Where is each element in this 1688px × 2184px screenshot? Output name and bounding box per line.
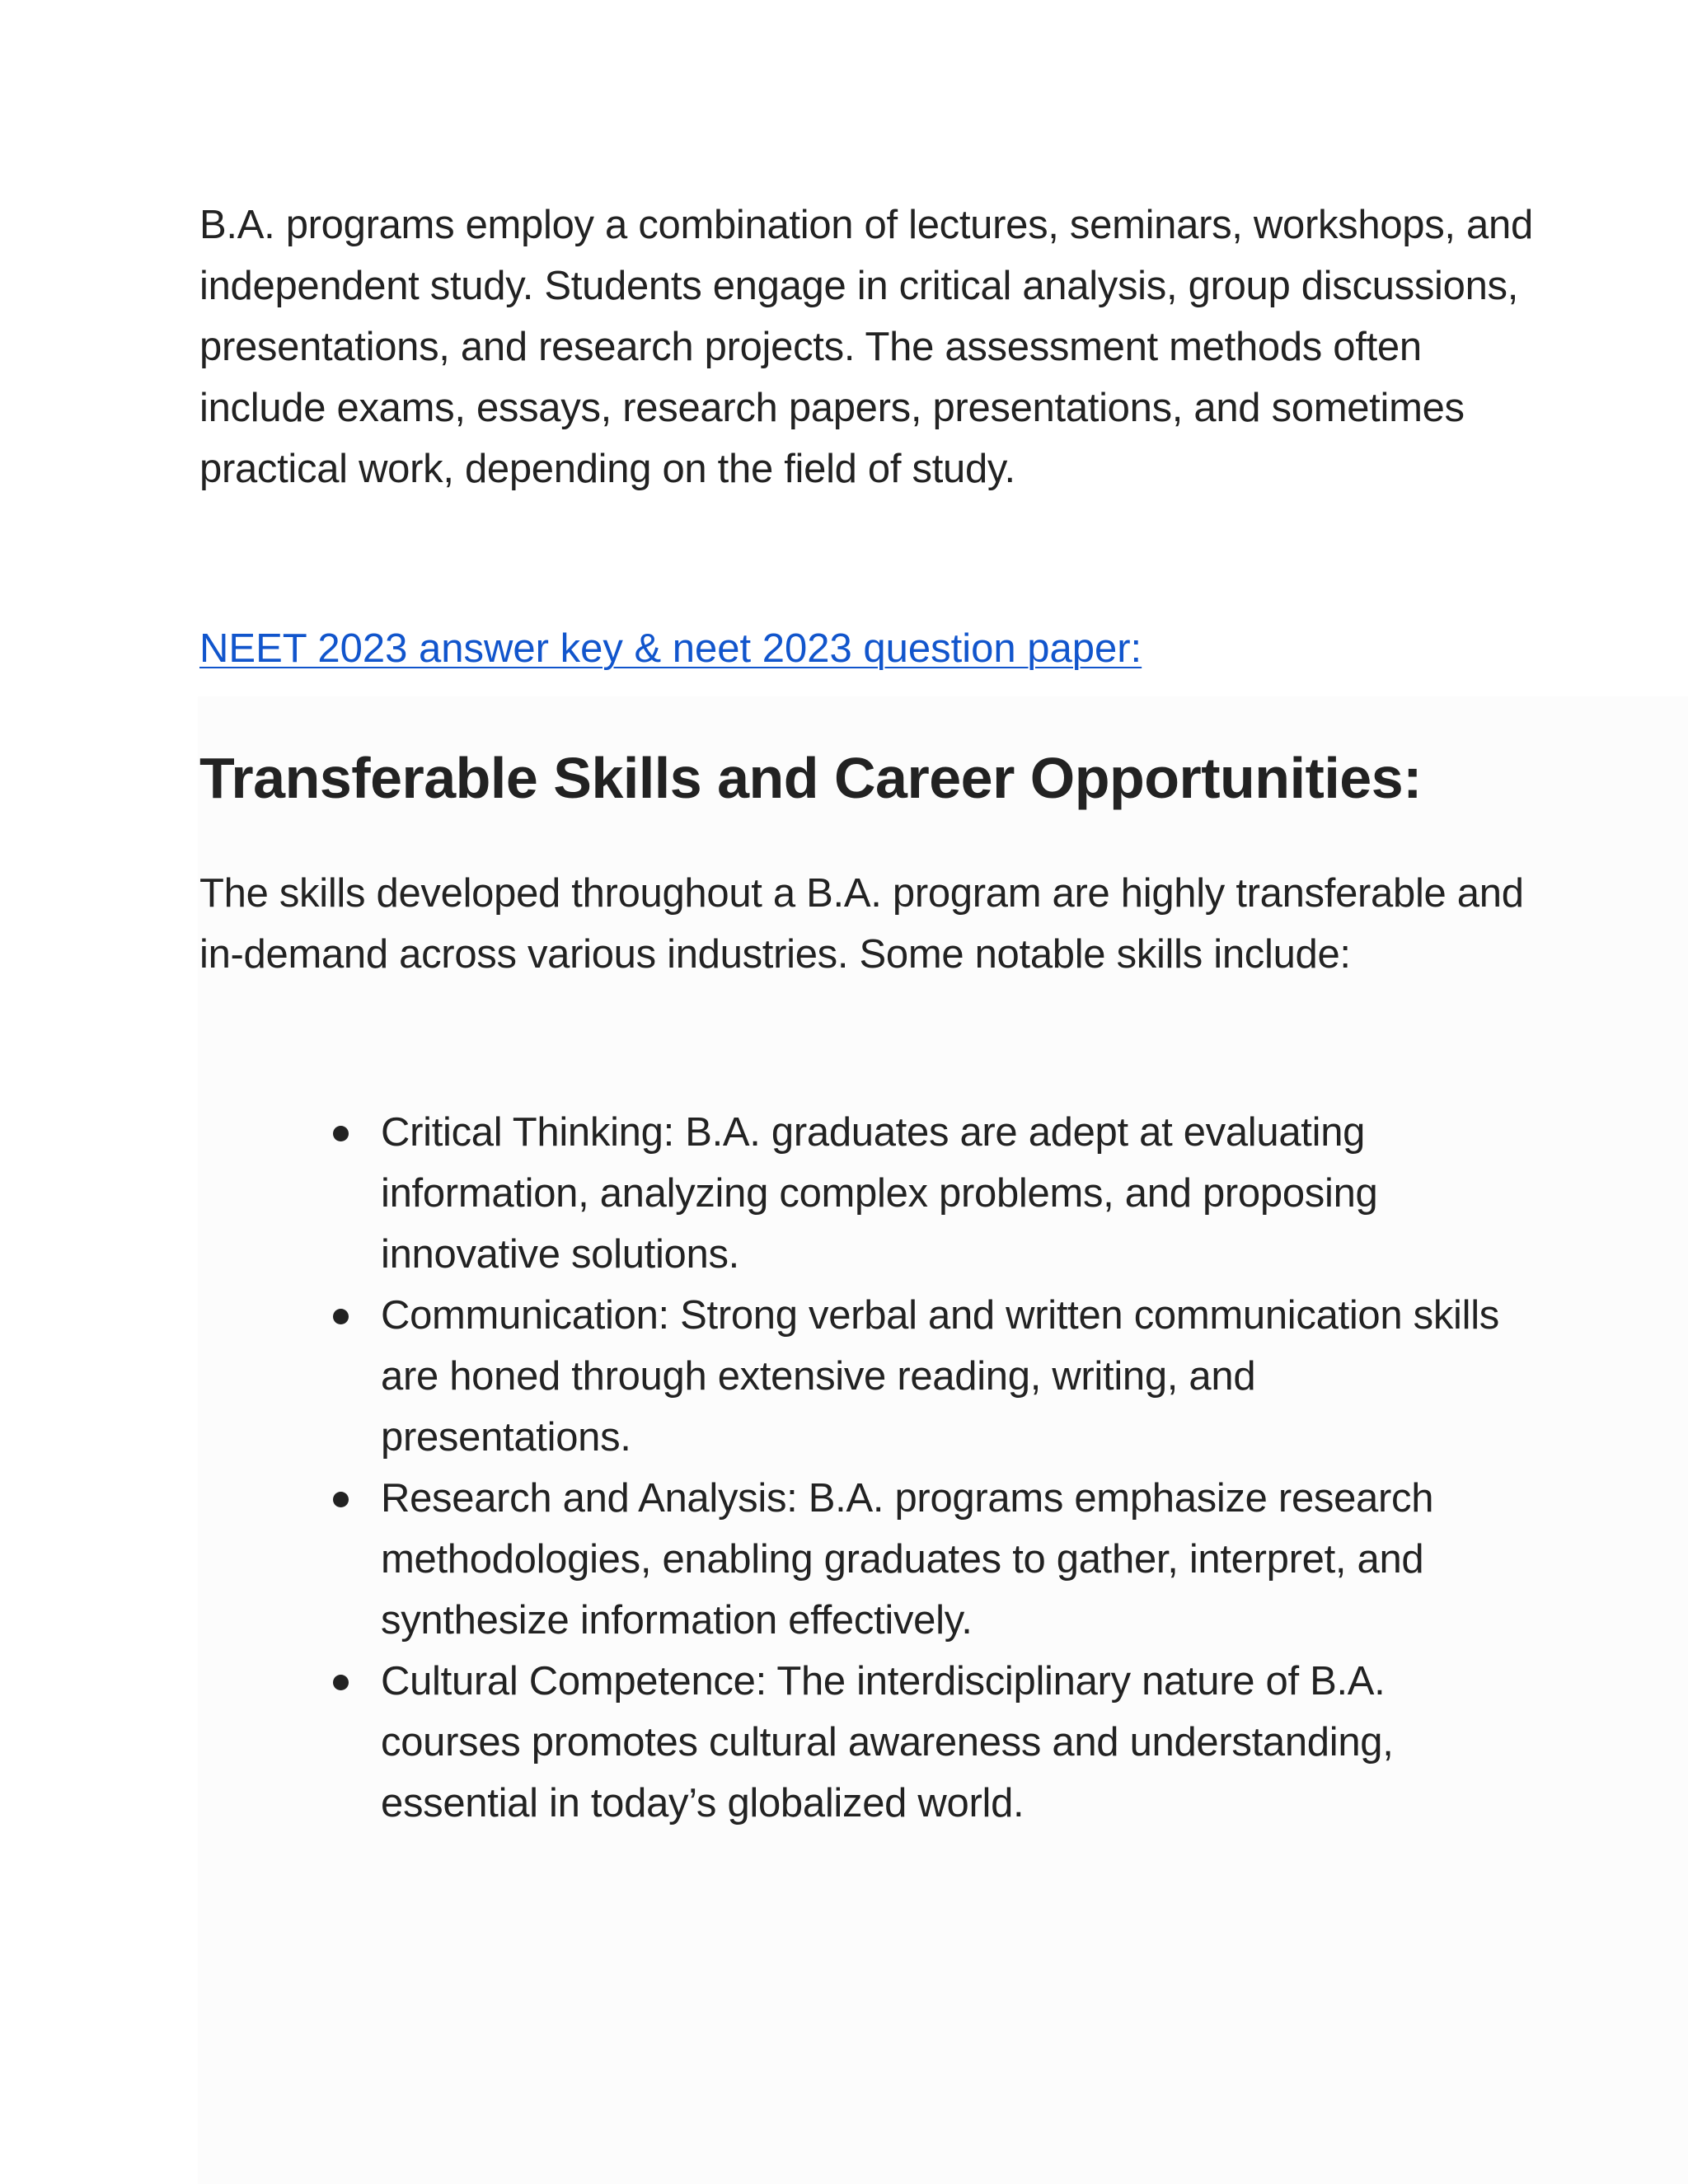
list-item-text: Critical Thinking: B.A. graduates are adept at evaluating information, analyzing complex problems, and proposing innovative solutions. (381, 1110, 1378, 1277)
skills-intro-block (199, 863, 1535, 985)
bullet-icon (333, 1675, 349, 1690)
intro-paragraph-block (199, 194, 1535, 499)
list-item-text: Communication: Strong verbal and written communication skills are honed through extensive reading, writing, and presentations. (381, 1293, 1500, 1460)
neet-answer-key-link[interactable]: NEET 2023 answer key & neet 2023 question paper: (199, 626, 1142, 671)
intro-paragraph: B.A. programs employ a combination of lectures, seminars, workshops, and independent study. Students engage in critical analysis, group discussions, presentations, and research projects. The assessment methods often include exams, essays, research papers, presentations, and sometimes practical work, depending on the field of study. (199, 203, 1533, 491)
list-item (330, 1102, 1508, 1285)
list-item-text: Research and Analysis: B.A. programs emphasize research methodologies, enabling graduates to gather, interpret, and synthesize information effectively. (381, 1476, 1434, 1643)
list-item-text: Cultural Competence: The interdisciplinary nature of B.A. courses promotes cultural awareness and understanding, essential in today’s globalized world. (381, 1659, 1394, 1825)
bullet-icon (333, 1126, 349, 1141)
skills-list (330, 1102, 1508, 1834)
list-item (330, 1285, 1508, 1468)
list-item (330, 1468, 1508, 1651)
list-item (330, 1651, 1508, 1834)
bullet-icon (333, 1492, 349, 1507)
section-heading: Transferable Skills and Career Opportunities: (199, 746, 1422, 810)
bullet-icon (333, 1309, 349, 1324)
skills-intro-paragraph: The skills developed throughout a B.A. program are highly transferable and in-demand across various industries. Some notable skills include: (199, 871, 1524, 977)
